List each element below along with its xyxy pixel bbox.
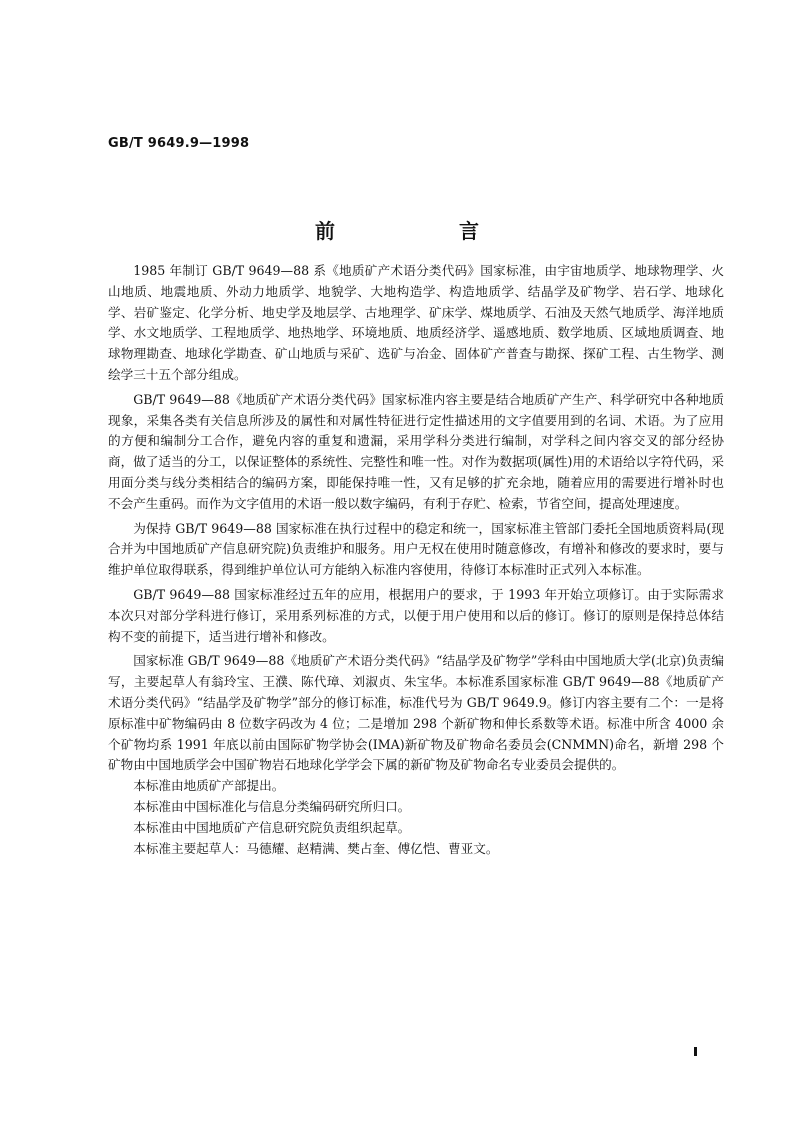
paragraph-revision: GB/T 9649—88 国家标准经过五年的应用，根据用户的要求，于 1993 年开始立项修订。由于实际需求本次只对部分学科进行修订，采用系列标准的方式，以便于用户使用和以后的修订。修订的原则是保持总体结构不变的前提下，适当进行增补和修改。 (108, 586, 724, 644)
standard-code: GB/T 9649.9—1998 (108, 136, 250, 151)
paragraph-drafting-org: 本标准由中国地质矿产信息研究院负责组织起草。 (133, 819, 411, 835)
paragraph-drafters: 本标准主要起草人：马德耀、赵精满、樊占奎、傅亿恺、曹亚文。 (133, 840, 499, 856)
paragraph-administrator: 本标准由中国标准化与信息分类编码研究所归口。 (133, 798, 411, 814)
page-title: 前 言 (315, 219, 531, 243)
paragraph-intro: 1985 年制订 GB/T 9649—88 系《地质矿产术语分类代码》国家标准，由宇宙地质学、地球物理学、火山地质、地震地质、外动力地质学、地貌学、大地构造学、构造地质学、结晶学及矿物学、岩石学、地球化学、岩矿鉴定、化学分析、地史学及地层学、古地理学、矿床学、煤地质学、石油及天然气地质学、海洋地质学、水文地质学、工程地质学、地热地学、环境地质、地质经济学、遥感地质、数学地质、区域地质调查、地球物理勘查、地球化学勘查、矿山地质与采矿、选矿与冶金、固体矿产普查与勘探、探矿工程、古生物学、测绘学三十五个部分组成。 (108, 263, 724, 382)
paragraph-content: GB/T 9649—88《地质矿产术语分类代码》国家标准内容主要是结合地质矿产生产、科学研究中各种地质现象，采集各类有关信息所涉及的属性和对属性特征进行定性描述用的文字值要用到的名词、术语。为了应用的方便和编制分工合作，避免内容的重复和遗漏，采用学科分类进行编制，对学科之间内容交叉的部分经协商，做了适当的分工，以保证整体的系统性、完整性和唯一性。对作为数据项(属性)用的术语给以字符代码，采用面分类与线分类相结合的编码方案，即能保持唯一性，又有足够的扩充余地，随着应用的需要进行增补时也不会产生重码。而作为文字值用的术语一般以数字编码，有利于存贮、检索，节省空间，提高处理速度。 (108, 391, 724, 511)
page-number (694, 1047, 697, 1056)
document-body (108, 261, 724, 859)
paragraph-maintenance: 为保持 GB/T 9649—88 国家标准在执行过程中的稳定和统一，国家标准主管部门委托全国地质资料局(现合并为中国地质矿产信息研究院)负责维护和服务。用户无权在使用时随意修改，有增补和修改的要求时，要与维护单位取得联系，得到维护单位认可方能纳入标准内容使用，待修订本标准时正式列入本标准。 (108, 520, 724, 578)
paragraph-mineralogy: 国家标准 GB/T 9649—88《地质矿产术语分类代码》“结晶学及矿物学”学科由中国地质大学(北京)负责编写，主要起草人有翁玲宝、王濮、陈代璋、刘淑贞、朱宝华。本标准系国家标准 GB/T 9649—88《地质矿产术语分类代码》“结晶学及矿物学”部分的修订标准，标准代号为 GB/T 9649.9。修订内容主要有二个：一是将原标准中矿物编码由 8 位数字码改为 4 位；二是增加 298 个新矿物和伸长系数等术语。标准中所含 4000 余个矿物均系 1991 年底以前由国际矿物学协会(IMA)新矿物及矿物命名委员会(CNMMN)命名，新增 298 个矿物由中国地质学会中国矿物岩石地球化学学会下属的新矿物及矿物命名专业委员会提供的。 (108, 653, 724, 773)
paragraph-proposer: 本标准由地质矿产部提出。 (133, 778, 285, 794)
